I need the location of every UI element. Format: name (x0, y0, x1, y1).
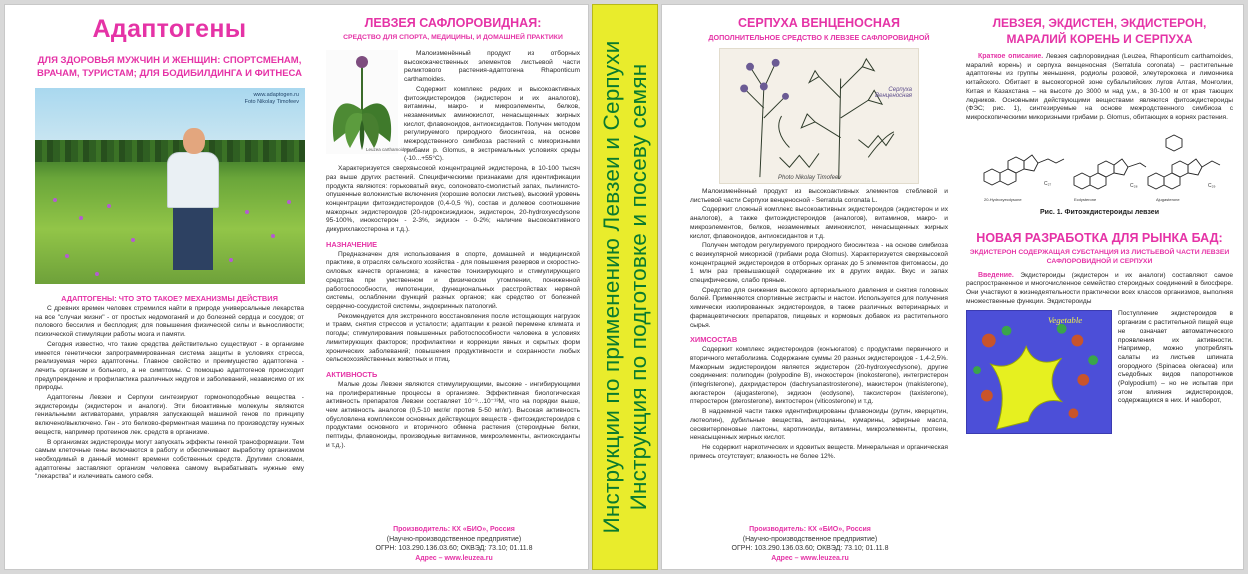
leuzea-plant-drawing (326, 50, 410, 154)
vegetable-label: Vegetable (1047, 315, 1083, 326)
section-heading-adaptogens: АДАПТОГЕНЫ: ЧТО ЭТО ТАКОЕ? МЕХАНИЗМЫ ДЕЙСТВИЯ (61, 294, 278, 303)
adaptogens-text (35, 305, 304, 482)
spine (592, 4, 658, 570)
paragraph: С древних времен человек стремился найти в природе универсальные лекарства на все "случаи жизни" - от простых недомоганий и до болезней сердца и сосудов; от полового бессилия и бесплодия; для повышения физической силы и выносливости; психической стимуляции работы мозга и памяти. (35, 305, 304, 339)
formula-label: Ecdysterone (1073, 196, 1096, 202)
right-page (661, 4, 1244, 570)
activity-text (326, 381, 580, 451)
person-legs (173, 206, 213, 270)
field-photo (35, 88, 305, 284)
flower-dot (271, 234, 275, 238)
intro-label: Введение. (978, 271, 1014, 279)
left-column-intro (5, 5, 316, 569)
flower-dot (65, 254, 69, 258)
footer-line: ОГРН: 103.290.136.03.60; ОКВЭД: 73.10; 01.11.8 (731, 545, 889, 552)
leuzea-subtitle: СРЕДСТВО ДЛЯ СПОРТА, МЕДИЦИНЫ, И ДОМАШНЕЙ ПРАКТИКИ (343, 34, 563, 41)
paragraph: Предназначен для использования в спорте, домашней и медицинской практике, в отраслях сельского хозяйства - для повышения резервов и скоростно-силовых качеств организма; в качестве тонизирующего и стимулирующего средства при умственном и физическом утомлении, пониженной работоспособности, импотенции, функциональных расстройствах нервной системы, ослаблении функций разных органов; как средство от болезней сердечно-сосудистой системы, эндокринных патологий. (326, 250, 580, 310)
sketch-credit: Photo Nikolay Timofeev (778, 175, 842, 181)
paragraph: Содержит сложный комплекс высокоактивных экдистероидов (экдистерон и их аналогов), а также фитоэкдистероидов (аналогов), витаминов, макро- и микроэлементов, белков, незаменимых аминокислот, ненасыщенных жирных кислот, флавоноидов, антиоксидантов и т.д. (690, 206, 948, 240)
sketch-label-line: Венценосная (875, 93, 912, 99)
manufacturer-footer (670, 525, 950, 563)
paragraph: В надземной части также идентифицированы флавоноиды (рутин, кверцетин, лютеолин), дубильные вещества, антоцианы, кумарины, эфирные масла, сесквитерпеновые лактоны, каротиноиды, витамины, микроэлементы, протеин, ненасыщенных жирных кислот. (690, 408, 948, 442)
flower-dot (229, 258, 233, 262)
right-column-serratula (662, 5, 958, 569)
figure-caption: Рис. 1. Фитоэкдистероиды левзеи (1039, 208, 1160, 216)
vegetable-drawing (967, 311, 1111, 433)
section-heading-composition: ХИМСОСТАВ (690, 335, 738, 345)
person-head (183, 128, 205, 154)
composition-text (690, 346, 948, 461)
formula-label: 20-Hydroxyecdysone (983, 196, 1022, 202)
left-column-leuzea (318, 5, 590, 569)
sketch-label-line: Серпуха (888, 87, 912, 93)
new-development-title: НОВАЯ РАЗРАБОТКА ДЛЯ РЫНКА БАД: (976, 230, 1223, 245)
vegetable-block (966, 310, 1233, 434)
sketch-label (875, 87, 912, 99)
section-heading-activity: АКТИВНОСТЬ (326, 369, 378, 379)
introduction-paragraph: Экдистероиды (экдистерон и их аналоги) составляют самое распространенное и многочисленное семейство стероидных соединений в биосфере. Они участвуют в жизнедеятельности практически всех классов организмов, выполняя множественные функции. Экдистероиды (966, 271, 1233, 305)
serratula-text (690, 188, 948, 330)
new-development-subtitle: ЭКДИСТЕРОН СОДЕРЖАЩАЯ СУБСТАНЦИЯ ИЗ ЛИСТЬЕВОЙ ЧАСТИ ЛЕВЗЕИ САФЛОРОВИДНОЙ И СЕРПУХИ (969, 248, 1230, 265)
manufacturer-footer (326, 525, 582, 563)
spine-line-1: Инструкции по применению Левзеи и Серпухи (599, 40, 624, 534)
short-description (966, 53, 1233, 123)
plant-caption: Leuzea carthamoides (366, 147, 410, 152)
photo-credit (245, 92, 299, 106)
right-column-description (958, 5, 1245, 569)
paragraph: Малые дозы Левзеи являются стимулирующими, высокие - ингибирующими на пролиферативные процессы в организме. Эффективная биологическая активность препаратов Левзеи составляет 10⁻⁹...10⁻¹³М, что на порядки выше, чем активность аналогов (0,5-10 мкг/кг против 5-50 мг/кг). Высокая активность обусловлена комплексом основных действующих веществ - фитоэкдистероидов с продуктами основного и вторичного обмена растения (стероидные белки, пептиды, флавоноиды, производные витаминов, микроэлементы, антиоксиданты и т.д.). (326, 380, 580, 449)
footer-website: Адрес – www.leuzea.ru (415, 554, 493, 562)
paragraph: Малоизменённый продукт из отборных высококачественных элементов листьевой части реликтового растения-адаптогена Rhaponticum carthamoides. (404, 50, 580, 84)
paragraph: Средство для снижения высокого артериального давления и снятия головных болей. Применяются спортивные экстракты и настои. Используется для получения химически изолированных экдистероидов, в также различных ветеринарных и фармацевтических препаратов, пищевых и кормовых добавок из растительного сырья. (690, 286, 948, 329)
serratula-drawing (720, 49, 918, 183)
formula-carbon-label: C₂₉ (1207, 182, 1216, 189)
phytoecdysteroid-formula (970, 129, 1230, 207)
introduction-text (966, 272, 1233, 307)
flower-dot (53, 198, 57, 202)
formula-carbon-label: C₂₈ (1129, 182, 1138, 189)
footer-line: (Научно-производственное предприятие) (742, 535, 878, 543)
section-heading-purpose: НАЗНАЧЕНИЕ (326, 239, 378, 249)
footer-line: Производитель: КХ «БИО», Россия (749, 526, 871, 533)
spine-line-2: Инструкция по подготовке и посеву семян (626, 63, 651, 511)
formula-carbon-label: C₂₇ (1043, 180, 1051, 187)
vegetable-text: Поступление экдистероидов в организм с растительной пищей еще не означает автоматического проявления их активности. Например, можно употреблять салаты из листьев шпината огородного (Spinacea oleracea) или съедобных видов папоротников (Polypodium) – но не испытав при этом влияния экдистероидов, содержащихся в них. И наоборот, (1118, 310, 1233, 405)
description-title: ЛЕВЗЕЯ, ЭКДИСТЕН, ЭКДИСТЕРОН, МАРАЛИЙ КОРЕНЬ И СЕРПУХА (992, 16, 1207, 46)
serratula-sketch (719, 48, 919, 184)
flower-dot (245, 210, 249, 214)
lead-label: Краткое описание. (978, 53, 1044, 60)
formula-drawing (970, 129, 1230, 207)
footer-line: (Научно-производственное предприятие) (386, 535, 522, 543)
photo-credit-url: www.adaptogen.ru (253, 92, 299, 98)
left-page (4, 4, 589, 570)
paragraph: Рекомендуется для экстренного восстановления после истощающих нагрузок и травм, снятия стрессов и усталости; адаптации к резкой перемене климата и погоды; стимулирования повышенных работоспособности человека в условиях лимитирующих факторов; профилактики и коррекции явных и скрытых форм хронических заболеваний; повышения продуктивности и сохранности любых сельскохозяйственных животных и птиц. (326, 312, 580, 364)
paragraph: Характеризуется сверхвысокой концентрацией экдистерона, в 10-100 тысяч раз выше других растений. Специфическими признаками для идентификации продукта являются: горьковатый вкус, солоновато-смолистый запах, пылинисто-опушенные волокнистые включения (хорошие волоски листьев), высокий уровень концентрации фитоэкдистероидов (0,4-0,5 %), состав и долевое соотношение мажорных экдистероидов (20-гидроксиэкдизон, экдистерон, 20-hydroxyecdysone 95-100%, инокостерон - 2-3%, экдизон - 0-2%; наличие высокоактивного дикурихлаксстерона и т.д.). (326, 165, 580, 234)
paragraph: В организмах экдистероиды могут запускать эффекты генной трансформации. Тем самым клеточные гены включаются в работу и обеспечивают выработку организмом необходимый в данный момент времени собственных средств. Другими словами, адаптогены заставляют организм человека самому вырабатывать нужные ему "лекарства" и излечивать самого себя. (35, 438, 304, 481)
paragraph: Адаптогены Левзеи и Серпухи синтезируют гормоноподобные вещества - экдистероиды (экдистерон и аналоги). Эти биоактивные молекулы являются гениальными активаторами, управляя запускающей машиной генов по принципу включено/выключено. Ген - это белково-ферментная машина по производству нужных веществ, например протеинов лек. средств в организме. (35, 394, 304, 436)
purpose-text (326, 251, 580, 365)
vegetable-diagram (966, 310, 1112, 434)
page-subtitle: ДЛЯ ЗДОРОВЬЯ МУЖЧИН И ЖЕНЩИН: СПОРТСМЕНАМ, ВРАЧАМ, ТУРИСТАМ; ДЛЯ БОДИБИЛДИНГА И ФИТНЕСА (36, 55, 303, 79)
serratula-subtitle: ДОПОЛНИТЕЛЬНОЕ СРЕДСТВО К ЛЕВЗЕЕ САФЛОРОВИДНОЙ (708, 33, 930, 42)
serratula-title: СЕРПУХА ВЕНЦЕНОСНАЯ (738, 16, 900, 30)
person-body (167, 152, 219, 208)
flower-dot (107, 204, 111, 208)
paragraph: Получен методом регулируемого природного биосинтеза - на основе симбиоза с везикулярной микоризой (грибами рода Glomus). Характеризуется сверхвысокой концентрацией экдистероидов в отборных органах до 5 элементов фитомассы, до 1 млн раз превышающей содержание их в других видах. Вкус и запах специфические, слабо пряные. (690, 242, 948, 285)
spine-text (595, 9, 655, 565)
leuzea-plant-image (326, 50, 410, 154)
flower-dot (79, 216, 83, 220)
formula-label: Ajugasterone (1155, 196, 1180, 202)
footer-line: ОГРН: 103.290.136.03.60; ОКВЭД: 73.10; 01.11.8 (375, 545, 533, 552)
photo-credit-author: Foto Nikolay Timofeev (244, 99, 299, 105)
footer-line: Производитель: КХ «БИО», Россия (393, 526, 515, 533)
paragraph: Сегодня известно, что такие средства действительно существуют - в организме имеется генетически запрограммированная система защиты в условиях стресса, реализуемая через адаптогены. Главное свойство и преимущество адаптогена - лечить организм и больного, а не симптомы. С помощью адаптогенов происходит предупреждение и профилактика различных недугов и заболеваний, независимо от их природы. (35, 340, 304, 392)
paragraph: Содержит комплекс редких и высокоактивных фитоэкдистероидов (экдистерон и их аналогов), витамины, макро- и микроэлементы, белков, незаменимых аминокислот, ненасыщенных жирных кислот, флавоноидов, антиоксидантов. Получен методом регулируемого природного биосинтеза, на основе межродственного симбиоза растений с микоризными грибами p. Glomus, в экстремальных условиях среды (-10...+55°С). (404, 85, 580, 163)
paragraph: Малоизменённый продукт из высокоактивных элементов стеблевой и листьевой части Серпухи венценосной - Serratula coronata L. (690, 188, 948, 204)
leuzea-title: ЛЕВЗЕЯ САФЛОРОВИДНАЯ: (364, 16, 542, 30)
short-description-text: Левзея сафлоровидная (Leuzea, Rhaponticum carthamoides, маралий корень) и серпуха венценосная (Serratula coronata) – растительные адаптогены из группы женьшеня, родиолы розовой, элеутерококка и лимонника китайского. Обитает в высокогорной зоне субальпийских лугов Алтая, Монголии, Китая и Казахстана – на высоте до 3000 м над у.м., в 30-100 м от края тающих ледников. Основными действующими веществами являются фитоэкдистероиды (ФЭС; рис. 1), синтезируемые на основе межродственного симбиоза с микроскопическими микоризными грибами р. Glomus, обитающих в корнях растения. (966, 53, 1233, 121)
footer-website: Адрес – www.leuzea.ru (771, 554, 849, 562)
leuzea-intro (326, 50, 580, 235)
paragraph: Содержит комплекс экдистероидов (конъюгатов) с продуктами первичного и вторичного метаболизма. Содержание суммы 20 разных экдистероидов - 1,4-2,5%. Мажорным экдистероидом является экдистерон (20-hydroxyecdysone), другие соединения: полиподин (polypodine B), инокостерон (inokosterone), интегристерон (integristerone), дахридастерон (dachrysanastrosterone), макистерон (makisterone), аюгастерон (ajugasterone), экдизон (ecdysone), таксистерон (taxisterone), птеростерон (pterosterone), виктостерон (viticosterone) и т.д. (690, 346, 948, 406)
paragraph: Не содержит наркотических и ядовитых веществ. Минеральная и органическая примесь отсутствует; влажность не более 12%. (690, 443, 948, 460)
page-title: Адаптогены (92, 15, 247, 43)
flower-dot (287, 200, 291, 204)
flower-dot (131, 238, 135, 242)
flower-dot (95, 272, 99, 276)
